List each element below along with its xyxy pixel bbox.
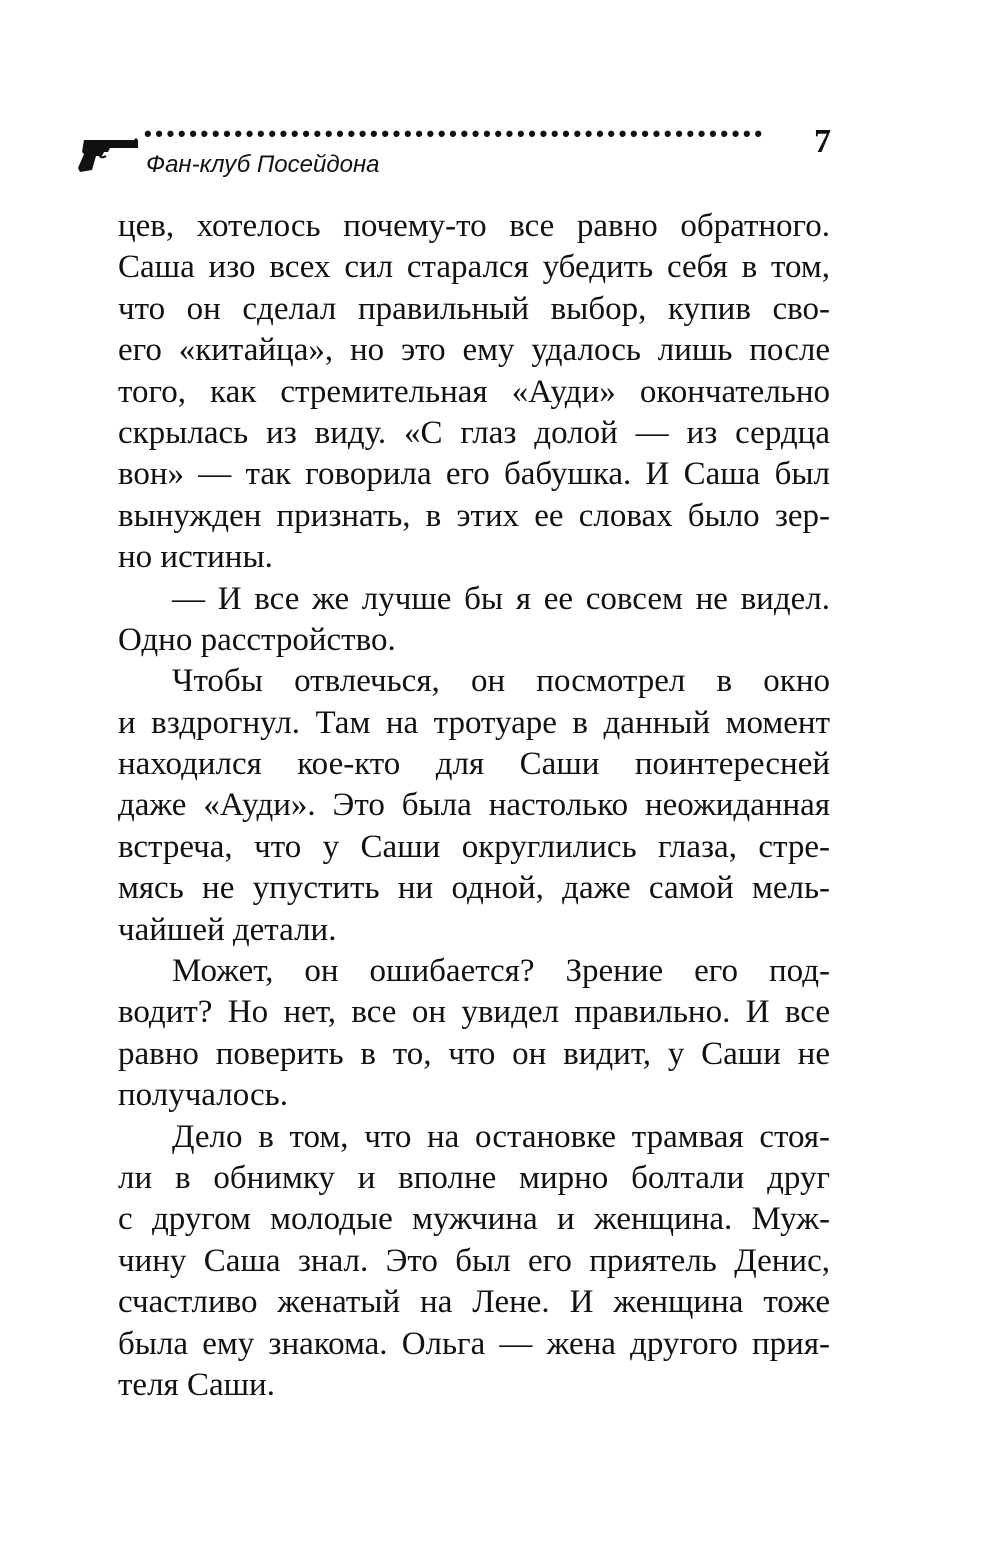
text-line: водит? Но нет, все он увидел правильно. И все — [118, 994, 830, 1031]
text-line: того, как стремительная «Ауди» окончательно — [118, 373, 830, 410]
text-line: ли в обнимку и вполне мирно болтали друг — [118, 1159, 830, 1196]
text-line: встреча, что у Саши округлились глаза, стре- — [118, 828, 830, 865]
text-line: Саша изо всех сил старался убедить себя в том, — [118, 249, 830, 286]
body-text — [118, 206, 830, 1406]
text-line: равно поверить в то, что он видит, у Саши не — [118, 1035, 830, 1072]
text-line: вон» — так говорила его бабушка. И Саша был — [118, 456, 830, 493]
text-line: получалось. — [118, 1077, 288, 1114]
text-line: счастливо женатый на Лене. И женщина тоже — [118, 1284, 830, 1321]
text-line: мясь не упустить ни одной, даже самой мель- — [118, 870, 830, 907]
header-dot-rule: ••••••••••••••••••••••••••••••••••••••••••••••••••••••• — [144, 121, 766, 146]
text-line: чайшей детали. — [118, 911, 337, 948]
text-line: скрылась из виду. «С глаз долой — из сердца — [118, 414, 830, 451]
text-line: чину Саша знал. Это был его приятель Денис, — [118, 1242, 830, 1279]
text-line: и вздрогнул. Там на тротуаре в данный момент — [118, 704, 830, 741]
text-line: находился кое-кто для Саши поинтересней — [118, 746, 830, 783]
revolver-icon — [76, 132, 140, 174]
text-line: — И все же лучше бы я ее совсем не видел. — [172, 580, 830, 617]
text-line: была ему знакома. Ольга — жена другого прия- — [118, 1325, 830, 1362]
text-line: его «китайца», но это ему удалось лишь после — [118, 332, 830, 369]
text-line: Чтобы отвлечься, он посмотрел в окно — [172, 663, 830, 700]
page-header — [76, 120, 836, 190]
page-number: 7 — [814, 123, 831, 160]
text-line: даже «Ауди». Это была настолько неожиданная — [118, 787, 830, 824]
text-line: но истины. — [118, 539, 273, 576]
text-line: теля Саши. — [118, 1366, 275, 1403]
text-line: с другом молодые мужчина и женщина. Муж- — [118, 1201, 830, 1238]
text-line: цев, хотелось почему-то все равно обратного. — [118, 208, 830, 244]
text-line: Одно расстройство. — [118, 621, 396, 658]
text-line: вынужден признать, в этих ее словах было зер- — [118, 497, 830, 534]
running-title: Фан-клуб Посейдона — [146, 151, 380, 178]
text-line: что он сделал правильный выбор, купив сво- — [118, 290, 830, 327]
text-line: Может, он ошибается? Зрение его под- — [172, 953, 830, 990]
text-line: Дело в том, что на остановке трамвая стоя- — [172, 1118, 830, 1155]
